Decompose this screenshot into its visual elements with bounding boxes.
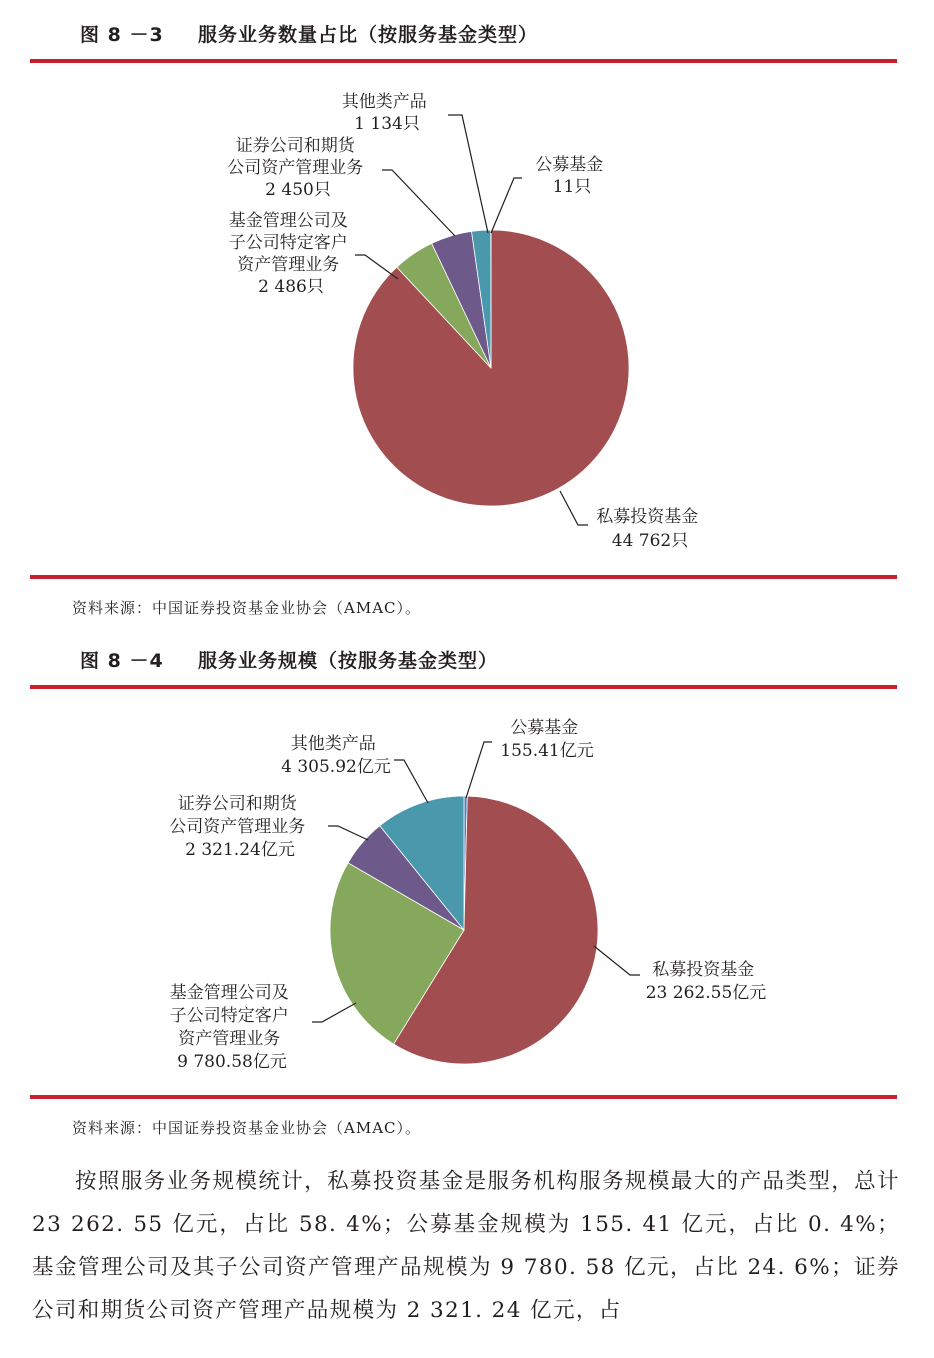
leader-fundmgmt	[312, 1003, 356, 1022]
figure-4-bottom-rule	[30, 1095, 897, 1099]
label-public: 公募基金 11只	[535, 155, 604, 197]
body-paragraph: 按照服务业务规模统计，私募投资基金是服务机构服务规模最大的产品类型，总计 23 262. 55 亿元，占比 58. 4%；公募基金规模为 155. 41 亿元，占比 0. 4%；基金管理公司及其子公司资产管理产品规模为 9 780. 58 亿元，占比 24. 6%；证券公司和期货公司资产管理产品规模为 2 321. 24 亿元，占	[32, 1169, 900, 1323]
figure-4-caption: 服务业务规模（按服务基金类型）	[198, 650, 499, 672]
figure-4-slices	[330, 796, 598, 1064]
figure-3-caption: 服务业务数量占比（按服务基金类型）	[198, 24, 539, 46]
label-fundmgmt: 基金管理公司及 子公司特定客户 资产管理业务 9 780.58亿元	[169, 983, 289, 1072]
figure-4-source: 资料来源：中国证券投资基金业协会（AMAC）。	[72, 1119, 422, 1137]
leader-other	[448, 115, 488, 233]
figure-3-pie-chart	[0, 75, 934, 575]
figure-4-number: 图 8 －4	[80, 650, 164, 672]
leader-other	[394, 760, 428, 803]
figure-4-top-rule	[30, 685, 897, 689]
label-securities: 证券公司和期货 公司资产管理业务 2 321.24亿元	[169, 794, 306, 860]
label-other: 其他类产品 4 305.92亿元	[281, 734, 391, 777]
label-private: 私募投资基金 23 262.55亿元	[645, 960, 767, 1003]
label-private: 私募投资基金 44 762只	[596, 507, 699, 551]
label-securities: 证券公司和期货 公司资产管理业务 2 450只	[227, 136, 364, 200]
figure-4-title	[80, 646, 498, 673]
leader-securities	[382, 170, 455, 236]
figure-3-source: 资料来源：中国证券投资基金业协会（AMAC）。	[72, 599, 422, 617]
label-fundmgmt: 基金管理公司及 子公司特定客户 资产管理业务 2 486只	[228, 211, 348, 297]
figure-4-pie-chart	[0, 700, 934, 1090]
figure-3-bottom-rule	[30, 575, 897, 579]
figure-3-top-rule	[30, 59, 897, 63]
leader-securities	[328, 826, 368, 840]
leader-private	[594, 946, 640, 975]
leader-public	[466, 742, 492, 798]
figure-3-title	[80, 20, 538, 47]
label-other: 其他类产品 1 134只	[341, 92, 427, 134]
label-public: 公募基金 155.41亿元	[500, 718, 594, 761]
figure-3-number: 图 8 －3	[80, 24, 164, 46]
leader-public	[491, 178, 522, 233]
leader-private	[560, 491, 588, 525]
figure-3-slices	[353, 230, 629, 506]
